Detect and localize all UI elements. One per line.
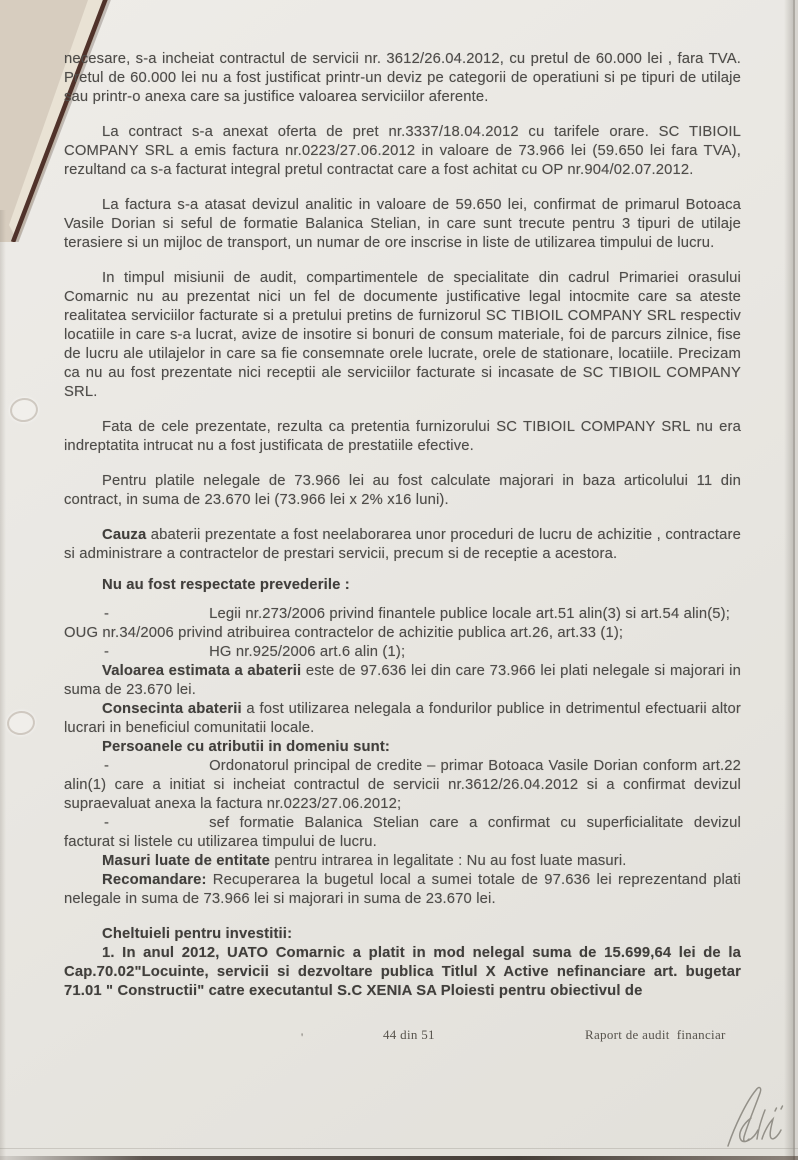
list-item-legea-273 — [64, 605, 741, 624]
cauza-text: abaterii prezentate a fost neelaborarea unor proceduri de lucru de achizitie , contractare si administrare a contractelor de prestari servicii, precum si de receptie a acestora. — [64, 527, 741, 562]
page-number: 44 din 51 — [383, 1027, 435, 1042]
list-item-text: sef formatie Balanica Stelian care a confirmat cu superficialitate devizul facturat si listele cu utilizarea timpului de lucru. — [64, 815, 741, 850]
paragraph-cauza — [64, 526, 741, 564]
paragraph-deviz-analitic: La factura s-a atasat devizul analitic in valoare de 59.650 lei, confirmat de primarul Botoaca Vasile Dorian si seful de formatie Balanica Stelian, in care sunt trecute pentru 3 tipuri de utilaje terasiere si un mijloc de transport, un numar de ore inscrise in liste de utilizarea timpului de lucru. — [64, 197, 741, 251]
page-footer — [0, 1026, 798, 1052]
valoare-label: Valoarea estimata a abaterii — [102, 663, 302, 679]
page-edge-bottom-crease — [0, 1148, 798, 1149]
paragraph-recomandare — [64, 871, 741, 909]
list-item-ordonator — [64, 757, 741, 814]
paragraph-consecinta — [64, 700, 741, 738]
recomandare-label: Recomandare: — [102, 872, 207, 888]
masuri-label: Masuri luate de entitate — [102, 853, 271, 869]
document-title-footer: Raport de audit financiar — [585, 1027, 726, 1042]
heading-persoane — [64, 738, 741, 757]
cauza-label: Cauza — [102, 527, 147, 543]
list-dash: - — [104, 606, 110, 622]
list-item-text: HG nr.925/2006 art.6 alin (1); — [209, 644, 406, 660]
prevederi-label: Nu au fost respectate prevederile : — [102, 577, 350, 593]
paragraph-majorari: Pentru platile nelegale de 73.966 lei au fost calculate majorari in baza articolului 11 din contract, in suma de 23.670 lei (73.966 lei x 2% x16 luni). — [64, 473, 741, 508]
footer-stray-mark: ' — [301, 1030, 304, 1044]
binder-ring-icon — [5, 709, 36, 737]
list-item-oug-34: OUG nr.34/2006 privind atribuirea contractelor de achizitie publica art.26, art.33 (1); — [64, 625, 624, 641]
binder-ring-icon — [8, 396, 39, 424]
paragraph-audit-mission: In timpul misiunii de audit, compartimentele de specialitate din cadrul Primariei orasului Comarnic nu au prezentat nici un fel de documente justificative legal intocmite care sa ateste realitatea serviciilor facturate si a pretului pretins de furnizorul SC TIBIOIL COMPANY SRL respectiv locatiile in care s-a lucrat, avize de insotire si bonuri de consum materiale, foi de parcurs zilnice, fise de lucru ale utilajelor in care sa fie consemnate orele lucrate, orele de stationare, locatiile. Precizam ca nu au fost prezentate nici receptii ale serviciilor facturate si incasate de SC TIBIOIL COMPANY SRL. — [64, 270, 741, 400]
paragraph-contract-offer: La contract s-a anexat oferta de pret nr.3337/18.04.2012 cu tarifele orare. SC TIBIOIL COMPANY SRL a emis factura nr.0223/27.06.2012 in valoare de 73.966 lei (59.650 lei fara TVA), rezultand ca s-a facturat integral pretul contractat care a fost achitat cu OP nr.904/02.07.2012. — [64, 124, 741, 178]
page-edge-left-shadow — [0, 210, 6, 1160]
page-edge-right-shadow — [784, 0, 793, 1160]
paragraph-xenia — [64, 944, 741, 1001]
list-dash: - — [104, 815, 110, 831]
heading-prevederi — [64, 576, 741, 595]
paragraph-valoare-estimata — [64, 662, 741, 700]
paragraph-masuri — [64, 852, 741, 871]
list-dash: - — [104, 644, 110, 660]
list-item-sef-formatie — [64, 814, 741, 852]
heading-cheltuieli-investitii — [64, 925, 741, 944]
masuri-text: pentru intrarea in legalitate : Nu au fost luate masuri. — [270, 853, 627, 869]
list-dash: - — [104, 758, 110, 774]
valoare-text: este de 97.636 lei din care 73.966 lei plati nelegale si majorari in suma de 23.670 lei. — [64, 663, 741, 698]
cheltuieli-label: Cheltuieli pentru investitii: — [102, 926, 293, 942]
paragraph-continuation: necesare, s-a incheiat contractul de servicii nr. 3612/26.04.2012, cu pretul de 60.000 lei , fara TVA. Pretul de 60.000 lei nu a fost justificat printr-un deviz pe categorii de operatiuni si pe tipuri de utilaje sau printr-o anexa care sa justifice valoarea serviciilor aferente. — [64, 51, 741, 105]
consecinta-label: Consecinta abaterii — [102, 701, 242, 717]
recomandare-text: Recuperarea la bugetul local a sumei totale de 97.636 lei reprezentand plati nelegale in suma de 73.966 lei si majorari in suma de 23.670 lei. — [64, 872, 741, 907]
xenia-text: 1. In anul 2012, UATO Comarnic a platit in mod nelegal suma de 15.699,64 lei de la Cap.70.02"Locuinte, servicii si dezvoltare publica Titlul X Active nefinanciare art. bugetar 71.01 " Constructii" catre executantul S.C XENIA SA Ploiesti pentru obiectivul de — [64, 945, 741, 999]
persoane-label: Persoanele cu atributii in domeniu sunt: — [102, 739, 391, 755]
report-text-block — [64, 50, 741, 1001]
list-item-hg-925 — [64, 643, 741, 662]
paragraph-conclusion-claim: Fata de cele prezentate, rezulta ca pretentia furnizorului SC TIBIOIL COMPANY SRL nu era indreptatita intrucat nu a fost justificata de prestatiile efective. — [64, 419, 741, 454]
list-item-text: Legii nr.273/2006 privind finantele publice locale art.51 alin(3) si art.54 alin(5); — [209, 606, 731, 622]
consecinta-text: a fost utilizarea nelegala a fondurilor publice in detrimentul efectuarii altor lucrari in beneficiul comunitatii locale. — [64, 701, 741, 736]
list-item-text: Ordonatorul principal de credite – primar Botoaca Vasile Dorian conform art.22 alin(1) care a initiat si incheiat contractul de servicii nr.3612/26.04.2012 si a confirmat devizul supraevaluat anexa la factura nr.0223/27.06.2012; — [64, 758, 741, 812]
signature-scribble-icon — [698, 1082, 798, 1154]
page-edge-bottom-shadow — [0, 1156, 798, 1160]
